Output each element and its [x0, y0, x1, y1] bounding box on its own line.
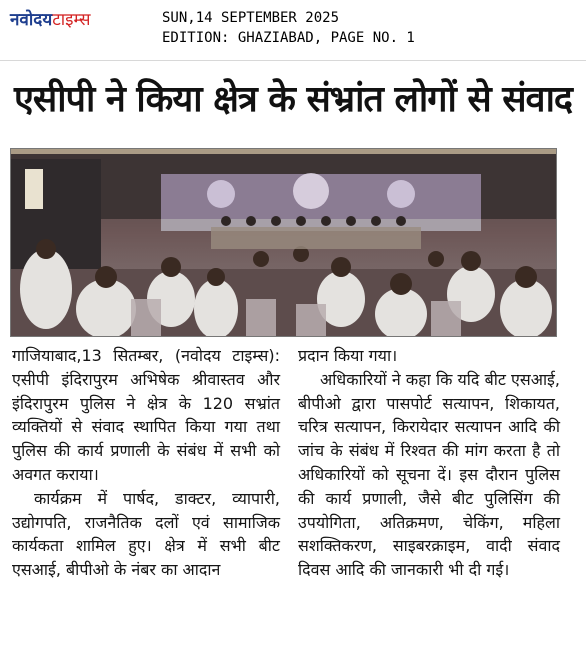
logo-text-navoday: नवोदय	[10, 10, 53, 30]
paragraph: प्रदान किया गया।	[298, 346, 398, 365]
paragraph: अधिकारियों ने कहा कि यदि बीट एसआई, बीपीओ द्वारा पासपोर्ट सत्यापन, शिकायत, चरित्र सत्यापन, किरायेदार सत्यापन आदि की जांच के संबंध में रिश्वत की मांग करता है तो अधिकारियों को सूचना दें। इस दौरान पुलिस की कार्य प्रणाली, जैसे बीट पुलिसिंग की उपयोगिता, अतिक्रमण, चेकिंग, महिला सशक्तिकरण, साइबरक्राइम, वादी संवाद दिवस आदि की जानकारी भी दी गई।	[298, 369, 560, 580]
date-line: SUN,14 SEPTEMBER 2025	[162, 10, 340, 26]
masthead	[0, 0, 586, 58]
article-column-2	[298, 344, 560, 582]
ceiling-lights	[11, 149, 556, 154]
newspaper-logo	[10, 10, 91, 30]
article-headline: एसीपी ने किया क्षेत्र के संभ्रांत लोगों से संवाद	[13, 79, 573, 120]
wall-lamp	[25, 169, 43, 209]
paragraph: गाजियाबाद,13 सितम्बर, (नवोदय टाइम्स): एसीपी इंदिरापुरम अभिषेक श्रीवास्तव और इंदिरापुरम पुलिस ने क्षेत्र के 120 सभ्रांत व्यक्तियों से संवाद स्थापित किया गया तथा पुलिस की कार्य प्रणाली के संबंध में सभी को अवगत कराया।	[12, 346, 280, 484]
stage-backdrop	[161, 173, 481, 231]
header-divider	[0, 60, 586, 61]
paragraph: कार्यक्रम में पार्षद, डाक्टर, व्यापारी, उद्योगपति, राजनैतिक दलों एवं सामाजिक कार्यकता शामिल हुए। क्षेत्र में सभी बीट एसआई, बीपीओ के नंबर का आदान	[12, 488, 280, 580]
edition-info	[162, 8, 415, 48]
edition-line: EDITION: GHAZIABAD, PAGE NO. 1	[162, 30, 415, 46]
logo-text-times: टाइम्स	[52, 10, 91, 30]
event-photo	[10, 148, 557, 337]
event-photo-illustration	[11, 149, 556, 336]
article-column-1	[12, 344, 280, 582]
